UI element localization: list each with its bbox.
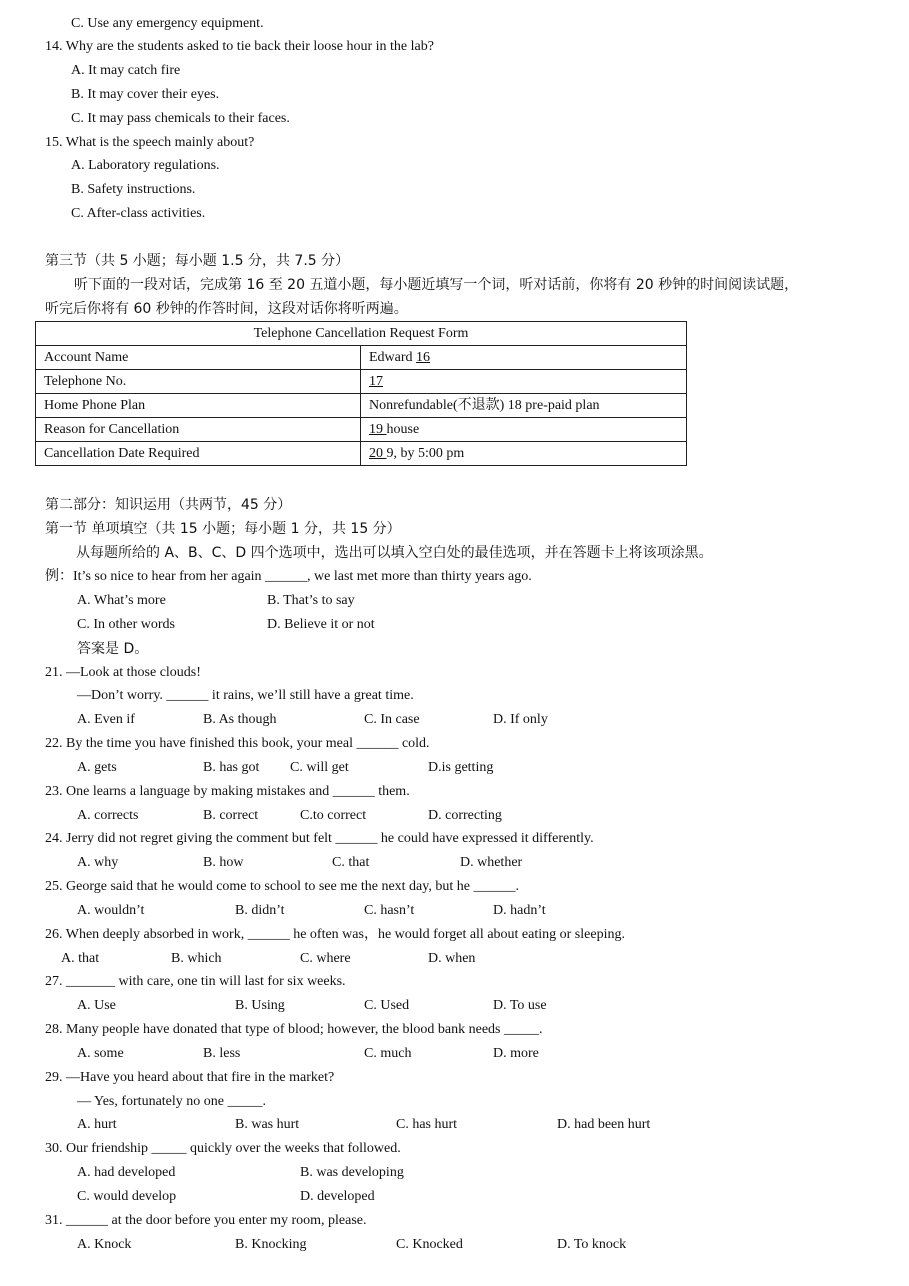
q28-option-d: D. more [493,1046,539,1061]
q22-stem: 22. By the time you have finished this book, your meal ______ cold. [45,736,430,751]
form-label: Cancellation Date Required [36,442,361,466]
example-option-d: D. Believe it or not [267,617,375,632]
cancellation-form-table [35,321,687,466]
q31-stem: 31. ______ at the door before you enter my room, please. [45,1213,367,1228]
form-label: Home Phone Plan [36,394,361,418]
q28-option-c: C. much [364,1046,412,1061]
q28-option-b: B. less [203,1046,241,1061]
form-value: Edward 16 [361,346,687,370]
q23-option-b: B. correct [203,808,259,823]
form-title: Telephone Cancellation Request Form [36,322,687,346]
q28-stem: 28. Many people have donated that type of blood; however, the blood bank needs _____. [45,1022,543,1037]
q14-option-b: B. It may cover their eyes. [71,87,220,102]
q27-option-a: A. Use [77,998,116,1013]
q24-stem: 24. Jerry did not regret giving the comment but felt ______ he could have expressed it differently. [45,831,594,846]
q26-option-c: C. where [300,951,351,966]
example-option-c: C. In other words [77,617,175,632]
q23-option-d: D. correcting [428,808,502,823]
example-option-b: B. That’s to say [267,593,355,608]
q28-option-a: A. some [77,1046,124,1061]
q29-option-c: C. has hurt [396,1117,458,1132]
q21-stem-2: —Don’t worry. ______ it rains, we’ll still have a great time. [77,688,414,703]
q31-option-c: C. Knocked [396,1237,463,1252]
q24-option-d: D. whether [460,855,523,870]
q30-option-a: A. had developed [77,1165,176,1180]
q29-option-d: D. had been hurt [557,1117,651,1132]
q23-option-c: C.to correct [300,808,367,823]
q29-stem-2: — Yes, fortunately no one _____. [77,1094,266,1109]
q24-option-b: B. how [203,855,244,870]
q23-stem: 23. One learns a language by making mistakes and ______ them. [45,784,410,799]
q30-option-b: B. was developing [300,1165,404,1180]
form-value: Nonrefundable(不退款) 18 pre-paid plan [361,394,687,418]
q29-stem: 29. —Have you heard about that fire in the market? [45,1070,335,1085]
q24-option-c: C. that [332,855,370,870]
form-row [36,370,687,394]
example-option-a: A. What’s more [77,593,166,608]
q25-stem: 25. George said that he would come to school to see me the next day, but he ______. [45,879,519,894]
form-row [36,418,687,442]
q27-option-d: D. To use [493,998,547,1013]
q22-option-a: A. gets [77,760,117,775]
q27-option-c: C. Used [364,998,410,1013]
q21-option-d: D. If only [493,712,548,727]
q29-option-b: B. was hurt [235,1117,300,1132]
q14-stem: 14. Why are the students asked to tie back their loose hour in the lab? [45,39,434,54]
q27-option-b: B. Using [235,998,285,1013]
q21-option-a: A. Even if [77,712,135,727]
q21-option-b: B. As though [203,712,277,727]
example-answer: 答案是 D。 [77,641,149,657]
q22-option-c: C. will get [290,760,349,775]
part2-section1-heading: 第一节 单项填空（共 15 小题；每小题 1 分，共 15 分） [45,521,401,537]
part2-instruction: 从每题所给的 A、B、C、D 四个选项中，选出可以填入空白处的最佳选项，并在答题卡上将该项涂黑。 [76,545,713,561]
q30-option-c: C. would develop [77,1189,177,1204]
q23-option-a: A. corrects [77,808,139,823]
section3-instruction-1: 听下面的一段对话，完成第 16 至 20 五道小题，每小题近填写一个词，听对话前，你将有 20 秒钟的时间阅读试题， [74,277,799,293]
q26-option-b: B. which [171,951,222,966]
q22-option-d: D.is getting [428,760,494,775]
section3-heading: 第三节（共 5 小题；每小题 1.5 分，共 7.5 分） [45,253,350,269]
q26-option-a: A. that [61,951,100,966]
q25-option-b: B. didn’t [235,903,285,918]
form-row [36,394,687,418]
form-value: 19 house [361,418,687,442]
blank-17: 17 [369,374,383,389]
q26-option-d: D. when [428,951,476,966]
q30-option-d: D. developed [300,1189,375,1204]
part2-heading: 第二部分：知识运用（共两节，45 分） [45,497,292,513]
q15-option-b: B. Safety instructions. [71,182,196,197]
q15-option-a: A. Laboratory regulations. [71,158,220,173]
example-stem: 例：It’s so nice to hear from her again ______, we last met more than thirty years ago. [45,569,532,584]
section3-instruction-2: 听完后你将有 60 秒钟的作答时间，这段对话你将听两遍。 [45,301,408,317]
q25-option-c: C. hasn’t [364,903,415,918]
q14-option-a: A. It may catch fire [71,63,181,78]
q15-stem: 15. What is the speech mainly about? [45,135,255,150]
q30-stem: 30. Our friendship _____ quickly over the weeks that followed. [45,1141,401,1156]
form-row [36,346,687,370]
form-row [36,442,687,466]
q25-option-d: D. hadn’t [493,903,546,918]
q21-stem: 21. —Look at those clouds! [45,665,201,680]
q26-stem: 26. When deeply absorbed in work, ______ he often was，he would forget all about eating or sleeping. [45,927,625,942]
q24-option-a: A. why [77,855,119,870]
q22-option-b: B. has got [203,760,260,775]
form-label: Reason for Cancellation [36,418,361,442]
blank-16: 16 [416,350,431,365]
q29-option-a: A. hurt [77,1117,117,1132]
q21-option-c: C. In case [364,712,420,727]
form-label: Account Name [36,346,361,370]
q31-option-d: D. To knock [557,1237,627,1252]
q27-stem: 27. _______ with care, one tin will last for six weeks. [45,974,346,989]
form-value: 20 9, by 5:00 pm [361,442,687,466]
blank-19: 19 [369,422,387,437]
q31-option-a: A. Knock [77,1237,132,1252]
form-value [361,370,687,394]
q31-option-b: B. Knocking [235,1237,307,1252]
q15-option-c: C. After-class activities. [71,206,206,221]
q13-option-c: C. Use any emergency equipment. [71,16,264,31]
q25-option-a: A. wouldn’t [77,903,145,918]
q14-option-c: C. It may pass chemicals to their faces. [71,111,290,126]
form-label: Telephone No. [36,370,361,394]
blank-20: 20 [369,446,387,461]
